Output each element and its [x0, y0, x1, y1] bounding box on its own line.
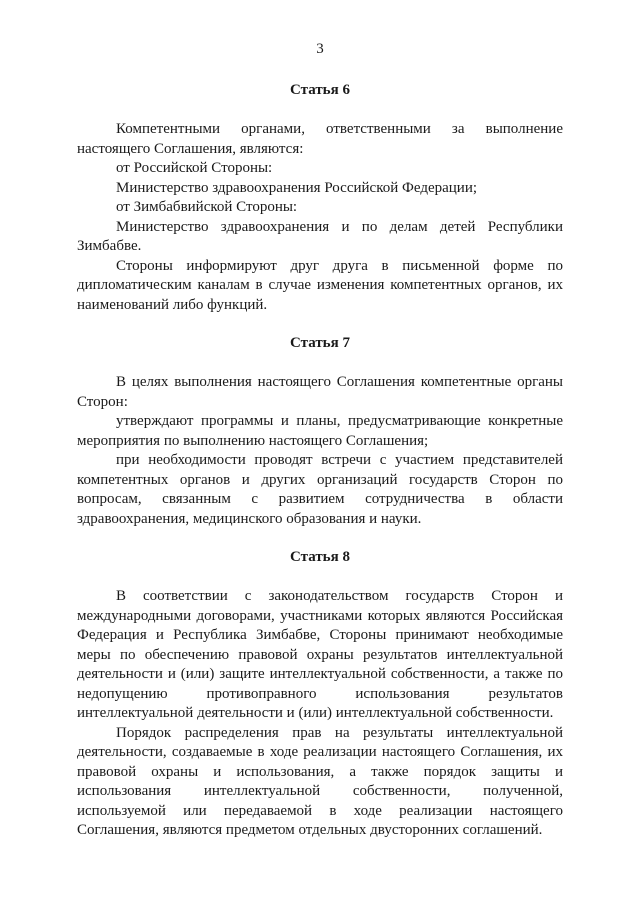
paragraph: Компетентными органами, ответственными за выполнение настоящего Соглашения, являются: — [77, 121, 563, 157]
paragraph: от Зимбабвийской Стороны: — [116, 199, 298, 215]
paragraph: от Российской Стороны: — [116, 160, 273, 176]
article-7 — [77, 333, 563, 529]
page-number: 3 — [316, 41, 324, 57]
paragraph: Стороны информируют друг друга в письменной форме по дипломатическим каналам в случае изменения компетентных органов, их наименований либо функций. — [77, 257, 563, 313]
article-8 — [77, 547, 563, 841]
document-body — [77, 80, 563, 841]
paragraph: утверждают программы и планы, предусматривающие конкретные мероприятия по выполнению настоящего Соглашения; — [77, 413, 563, 449]
paragraph: Министерство здравоохранения и по делам детей Республики Зимбабве. — [77, 218, 563, 254]
paragraph: В соответствии с законодательством государств Сторон и международными договорами, участниками которых являются Российская Федерация и Республика Зимбабве, Стороны принимают необходимые меры по обеспечению правовой охраны результатов интеллектуальной деятельности и (или) защите интеллектуальной собственности, а также по недопущению противоправного использования результатов интеллектуальной деятельности и (или) интеллектуальной собственности. — [77, 588, 563, 721]
article-6 — [77, 80, 563, 315]
article-title: Статья 6 — [290, 82, 350, 98]
article-title: Статья 8 — [290, 549, 350, 565]
paragraph: Министерство здравоохранения Российской Федерации; — [116, 179, 478, 196]
paragraph: В целях выполнения настоящего Соглашения компетентные органы Сторон: — [77, 374, 563, 410]
paragraph: при необходимости проводят встречи с участием представителей компетентных органов и других организаций государств Сторон по вопросам, связанным с развитием сотрудничества в области здравоохранения, медицинского образования и науки. — [77, 452, 563, 527]
paragraph: Порядок распределения прав на результаты интеллектуальной деятельности, создаваемые в ходе реализации настоящего Соглашения, их правовой охраны и использования, а также порядок защиты и использования интеллектуальной собственности, полученной, используемой или передаваемой в ходе реализации настоящего Соглашения, являются предметом отдельных двусторонних соглашений. — [77, 724, 563, 838]
article-title: Статья 7 — [290, 335, 350, 351]
